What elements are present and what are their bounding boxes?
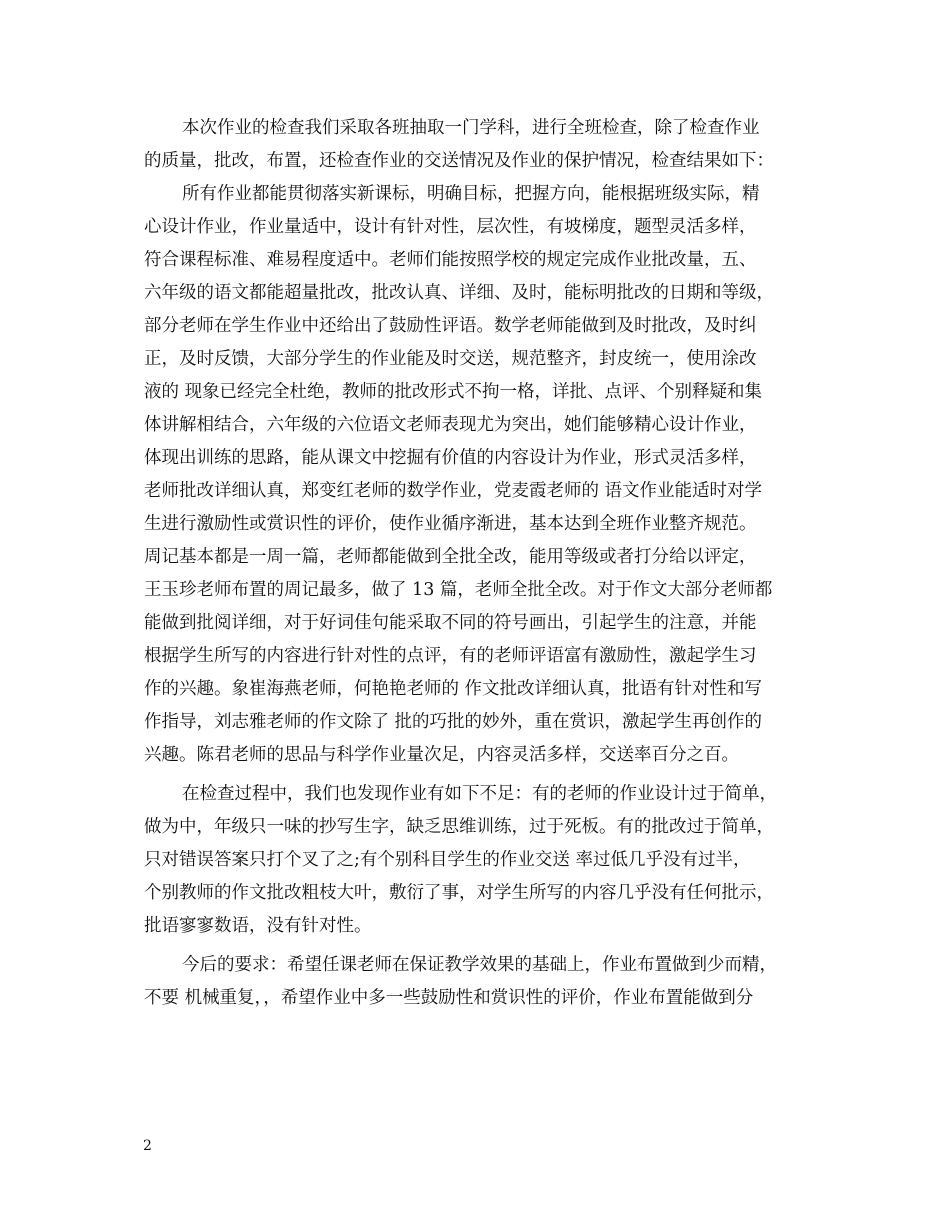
text-line: 老师批改详细认真，郑变红老师的数学作业，党麦霞老师的 语文作业能适时对学 [144, 481, 763, 501]
paragraph-inspection-intro [144, 112, 810, 178]
page-number: 2 [143, 1138, 152, 1154]
text-line: 符合课程标准、难易程度适中。老师们能按照学校的规定完成作业批改量，五、 [144, 250, 757, 270]
text-line: 液的 现象已经完全杜绝，教师的批改形式不拘一格，详批、点评、个别释疑和集 [144, 382, 763, 402]
text-line: 部分老师在学生作业中还给出了鼓励性评语。数学老师能做到及时批改，及时纠 [144, 316, 757, 336]
text-line: 的质量，批改，布置，还检查作业的交送情况及作业的保护情况，检查结果如下： [144, 151, 774, 171]
text-line: 体讲解相结合，六年级的六位语文老师表现尤为突出，她们能够精心设计作业， [144, 415, 757, 435]
text-line: 生进行激励性或赏识性的评价，使作业循序渐进，基本达到全班作业整齐规范。 [144, 514, 757, 534]
body-text [144, 112, 810, 1015]
text-line: 正，及时反馈，大部分学生的作业能及时交送，规范整齐，封皮统一，使用涂改 [144, 349, 757, 369]
paragraph-inspection-results [144, 178, 810, 772]
text-line: 个别教师的作文批改粗枝大叶，敷衍了事，对学生所写的内容几乎没有任何批示， [144, 883, 774, 903]
text-line: 王玉珍老师布置的周记最多，做了 13 篇，老师全批全改。对于作文大部分老师都 [144, 580, 773, 600]
text-line: 心设计作业，作业量适中，设计有针对性，层次性，有坡梯度，题型灵活多样， [144, 217, 757, 237]
text-line: 作指导，刘志雅老师的作文除了 批的巧批的妙外，重在赏识，激起学生再创作的 [144, 712, 763, 732]
text-line: 根据学生所写的内容进行针对性的点评，有的老师评语富有激励性，激起学生习 [144, 646, 757, 666]
text-line: 做为中，年级只一味的抄写生字，缺乏思维训练，过于死板。有的批改过于简单， [144, 817, 774, 837]
text-line: 所有作业都能贯彻落实新课标，明确目标，把握方向，能根据班级实际，精 [182, 184, 760, 204]
text-line: 今后的要求：希望任课老师在保证教学效果的基础上，作业布置做到少而精， [182, 955, 777, 975]
paragraph-shortcomings [144, 778, 810, 943]
text-line: 在检查过程中，我们也发现作业有如下不足：有的老师的作业设计过于简单， [182, 784, 777, 804]
text-line: 本次作业的检查我们采取各班抽取一门学科，进行全班检查，除了检查作业 [182, 118, 760, 138]
text-line: 周记基本都是一周一篇，老师都能做到全批全改，能用等级或者打分给以评定， [144, 547, 757, 567]
text-line: 只对错误答案只打个叉了之;有个别科目学生的作业交送 率过低几乎没有过半， [144, 850, 751, 870]
paragraph-future-requirements [144, 949, 810, 1015]
text-line: 能做到批阅详细，对于好词佳句能采取不同的符号画出，引起学生的注意，并能 [144, 613, 757, 633]
text-line: 不要 机械重复，，希望作业中多一些鼓励性和赏识性的评价，作业布置能做到分 [144, 988, 754, 1008]
text-line: 兴趣。陈君老师的思品与科学作业量次足，内容灵活多样，交送率百分之百。 [144, 745, 739, 765]
text-line: 体现出训练的思路，能从课文中挖掘有价值的内容设计为作业，形式灵活多样， [144, 448, 757, 468]
text-line: 批语寥寥数语，没有针对性。 [144, 916, 372, 936]
text-line: 六年级的语文都能超量批改，批改认真、详细、及时，能标明批改的日期和等级， [144, 283, 774, 303]
text-line: 作的兴趣。象崔海燕老师，何艳艳老师的 作文批改详细认真，批语有针对性和写 [144, 679, 763, 699]
